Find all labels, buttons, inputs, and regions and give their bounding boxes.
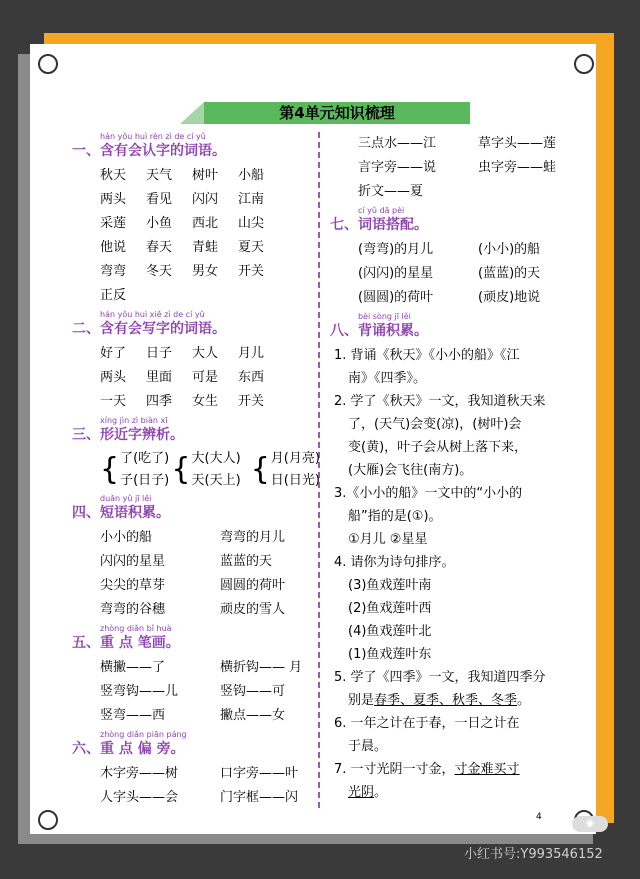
watermark-text: 小红书号:Y993546152	[464, 847, 603, 862]
word: 采莲	[100, 216, 127, 231]
section-heading: 七、词语搭配。	[330, 217, 428, 233]
left-column	[72, 132, 330, 810]
pinyin: zhòng diǎn piān páng	[100, 730, 187, 739]
pair-item: 月(月亮)	[270, 451, 320, 466]
phrase: 折文——夏	[358, 184, 424, 199]
section-heading: 四、短语积累。	[72, 505, 170, 521]
pinyin: duǎn yǔ jī lěi	[100, 494, 152, 503]
phrase: 口字旁——叶	[220, 766, 299, 781]
recite-text: 。	[517, 693, 531, 708]
pinyin: xíng jìn zì biàn xī	[100, 416, 168, 425]
recite-item: 5. 学了《四季》一文，我知道四季分	[334, 670, 546, 685]
binder-hole-icon	[38, 810, 58, 830]
recite-item: 6. 一年之计在于春，一日之计在	[334, 716, 520, 731]
word: 正反	[100, 288, 127, 303]
word: 山尖	[238, 216, 265, 231]
section-heading: 六、重 点 偏 旁。	[72, 741, 185, 757]
recite-item	[330, 689, 592, 712]
phrase-row	[72, 656, 330, 680]
section-heading: 三、形近字辨析。	[72, 427, 184, 443]
word: 男女	[192, 264, 219, 279]
phrase: (闪闪)的星星	[358, 266, 434, 281]
recite-item: 南》《四季》。	[348, 371, 427, 386]
section-heading: 一、含有会认字的词语。	[72, 143, 226, 159]
phrase: 蓝蓝的天	[220, 554, 273, 569]
phrase: 小小的船	[100, 530, 153, 545]
phrase: (顽皮)地说	[478, 290, 541, 305]
phrase-row	[330, 286, 592, 310]
phrase: 圆圆的荷叶	[220, 578, 286, 593]
phrase: 弯弯的谷穗	[100, 602, 166, 617]
phrase: 草字头——莲	[478, 136, 557, 151]
word: 日子	[146, 346, 173, 361]
brace-icon: {	[171, 452, 191, 487]
word: 看见	[146, 192, 173, 207]
recite-item: 1. 背诵《秋天》《小小的船》《江	[334, 348, 520, 363]
pinyin: cí yǔ dā pèi	[358, 206, 405, 215]
phrase: 顽皮的雪人	[220, 602, 286, 617]
phrase: 竖弯钩——儿	[100, 684, 179, 699]
word: 西北	[192, 216, 219, 231]
phrase-row	[72, 574, 330, 598]
right-column	[330, 132, 592, 804]
word: 可是	[192, 370, 219, 385]
pinyin: hán yǒu huì xiě zì de cí yǔ	[100, 310, 205, 319]
word: 四季	[146, 394, 173, 409]
phrase-row	[72, 598, 330, 622]
word: 春天	[146, 240, 173, 255]
recite-item: 于晨。	[348, 739, 388, 754]
pinyin: bèi sòng jī lěi	[358, 312, 411, 321]
word: 月儿	[238, 346, 265, 361]
phrase: 弯弯的月儿	[220, 530, 286, 545]
similar-char-pairs	[72, 448, 330, 492]
phrase: (圆圆)的荷叶	[358, 290, 434, 305]
recite-text: 别是	[348, 693, 375, 708]
phrase-row	[330, 180, 592, 204]
brace-icon: {	[250, 452, 270, 487]
word: 他说	[100, 240, 127, 255]
phrase: 三点水——江	[358, 136, 437, 151]
recite-item: 2. 学了《秋天》一文，我知道秋天来	[334, 394, 546, 409]
word: 闪闪	[192, 192, 219, 207]
recite-text: 。	[374, 785, 388, 800]
word: 小鱼	[146, 216, 173, 231]
phrase: 横撇——了	[100, 660, 166, 675]
binder-hole-icon	[574, 54, 594, 74]
phrase: 竖钩——可	[220, 684, 286, 699]
recite-text: 7. 一寸光阴一寸金，	[334, 762, 455, 777]
answer-underline: 光阴	[348, 785, 375, 800]
word-grid	[72, 164, 330, 308]
phrase: 门字框——闪	[220, 790, 299, 805]
recite-item: 4. 请你为诗句排序。	[334, 555, 455, 570]
phrase-row	[72, 550, 330, 574]
brace-icon: {	[100, 452, 120, 487]
phrase: (小小)的船	[478, 242, 541, 257]
word: 天气	[146, 168, 173, 183]
recite-item: (4)鱼戏莲叶北	[348, 624, 432, 639]
title-decoration-icon	[180, 102, 204, 124]
recite-item	[330, 781, 592, 804]
answer-underline: 春季、夏季、秋季、冬季	[374, 693, 518, 708]
pair-item: 日(日光)	[270, 473, 320, 488]
phrase-row	[330, 156, 592, 180]
phrase: 撇点——女	[220, 708, 286, 723]
word: 东西	[238, 370, 265, 385]
pair-item: 子(日子)	[120, 473, 170, 488]
watermark-logo-icon: ◉	[572, 816, 608, 832]
recite-item: (2)鱼戏莲叶西	[348, 601, 432, 616]
phrase-row	[72, 680, 330, 704]
word: 小船	[238, 168, 265, 183]
section-heading: 八、背诵积累。	[330, 323, 428, 339]
phrase: 虫字旁——蛙	[478, 160, 557, 175]
phrase-row	[330, 132, 592, 156]
recite-item: ①月儿 ②星星	[348, 532, 428, 547]
binder-hole-icon	[38, 54, 58, 74]
section-heading: 二、含有会写字的词语。	[72, 321, 226, 337]
word: 两头	[100, 192, 127, 207]
phrase: 横折钩—— 月	[220, 660, 303, 675]
phrase: 尖尖的草芽	[100, 578, 166, 593]
answer-underline: 寸金难买寸	[454, 762, 520, 777]
pair-item: 大(大人)	[191, 451, 241, 466]
phrase-row	[330, 238, 592, 262]
recite-item: (1)鱼戏莲叶东	[348, 647, 432, 662]
word: 一天	[100, 394, 127, 409]
phrase-row	[72, 786, 330, 810]
word: 冬天	[146, 264, 173, 279]
recite-item: (3)鱼戏莲叶南	[348, 578, 432, 593]
word: 里面	[146, 370, 173, 385]
phrase: 竖弯——西	[100, 708, 166, 723]
word: 树叶	[192, 168, 219, 183]
word: 好了	[100, 346, 127, 361]
recite-item	[330, 758, 592, 781]
word: 江南	[238, 192, 265, 207]
word: 两头	[100, 370, 127, 385]
phrase: 言字旁——说	[358, 160, 437, 175]
pair-item: 了(吃了)	[120, 451, 170, 466]
recite-item: 船”指的是(①)。	[348, 509, 442, 524]
recite-item: 3.《小小的船》一文中的“小小的	[334, 486, 523, 501]
phrase: (蓝蓝)的天	[478, 266, 541, 281]
recite-item: (大雁)会飞往(南方)。	[348, 463, 473, 478]
phrase: 闪闪的星星	[100, 554, 166, 569]
phrase-row	[330, 262, 592, 286]
page-number: 4	[536, 812, 542, 822]
word: 弯弯	[100, 264, 127, 279]
word: 开关	[238, 264, 265, 279]
word: 开关	[238, 394, 265, 409]
word-grid	[72, 342, 330, 414]
phrase: (弯弯)的月儿	[358, 242, 434, 257]
phrase: 木字旁——树	[100, 766, 179, 781]
word: 青蛙	[192, 240, 219, 255]
phrase-row	[72, 526, 330, 550]
word: 女生	[192, 394, 219, 409]
section-heading: 五、重 点 笔画。	[72, 635, 180, 651]
pinyin: hán yǒu huì rèn zì de cí yǔ	[100, 132, 206, 141]
phrase-row	[72, 704, 330, 728]
pair-item: 天(天上)	[191, 473, 241, 488]
phrase: 人字头——会	[100, 790, 179, 805]
phrase	[478, 180, 588, 204]
word: 夏天	[238, 240, 265, 255]
word: 秋天	[100, 168, 127, 183]
pinyin: zhòng diǎn bǐ huà	[100, 624, 172, 633]
word: 大人	[192, 346, 219, 361]
recite-item: 变(黄)，叶子会从树上落下来，	[348, 440, 528, 455]
recite-item: 了，(天气)会变(凉)，(树叶)会	[348, 417, 522, 432]
phrase-row	[72, 762, 330, 786]
page-title: 第4单元知识梳理	[204, 102, 470, 124]
